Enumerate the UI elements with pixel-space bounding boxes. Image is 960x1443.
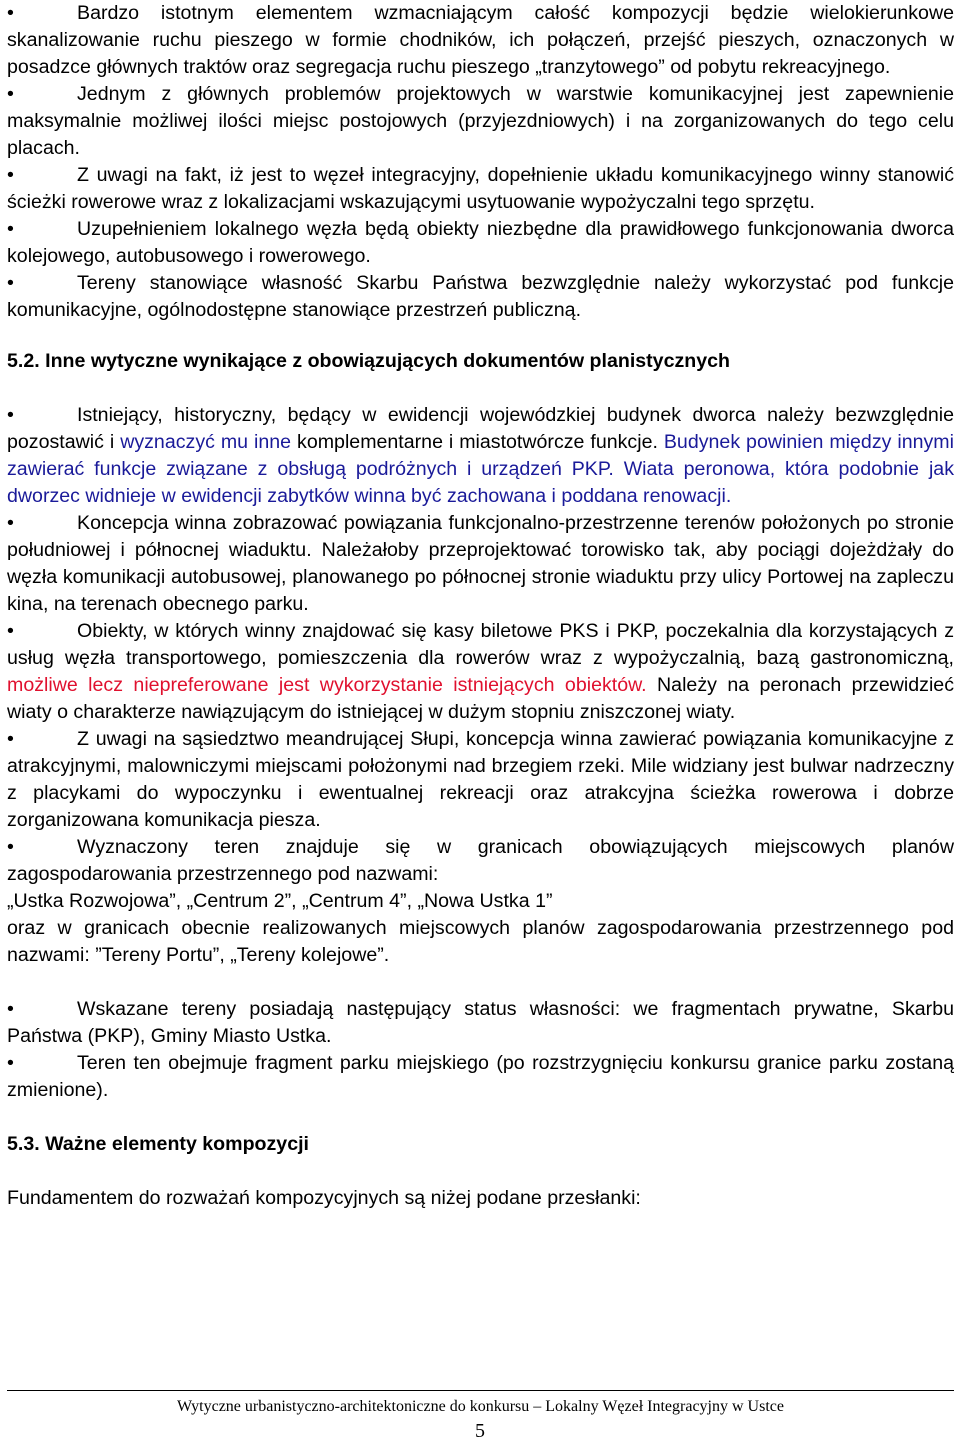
paragraph-text: Istniejący, historyczny, będący w ewidencji wojewódzkiej budynek dworca należy bezwzględnie pozostawić i	[7, 404, 954, 453]
bullet-icon: •	[7, 164, 14, 186]
paragraph-text: Uzupełnieniem lokalnego węzła będą obiekty niezbędne dla prawidłowego funkcjonowania dworca kolejowego, autobusowego i rowerowego.	[7, 218, 954, 267]
highlight-blue-text: wyznaczyć mu inne	[120, 431, 292, 453]
paragraph-parking	[7, 81, 954, 162]
paragraph-text: Z uwagi na sąsiedztwo meandrującej Słupi, koncepcja winna zawierać powiązania komunikacyjne z atrakcyjnymi, malowniczymi miejscami położonymi nad brzegiem rzeki. Mile widziany jest bulwar nadrzeczny z placykami do wypoczynku i ewentualnej rekreacji oraz atrakcyjna ścieżka rowerowa i dobrze zorganizowana komunikacja piesza.	[7, 728, 954, 831]
paragraph-text: Teren ten obejmuje fragment parku miejskiego (po rozstrzygnięciu konkursu granice parku zostaną zmienione).	[7, 1052, 954, 1101]
paragraph-text: Jednym z głównych problemów projektowych w warstwie komunikacyjnej jest zapewnienie maksymalnie możliwej ilości miejsc postojowych (przyjezdniowych) i na zorganizowanych do tego celu placach.	[7, 83, 954, 159]
paragraph-pedestrian	[7, 0, 954, 81]
paragraph-plans	[7, 834, 954, 888]
page-number: 5	[475, 1420, 485, 1442]
paragraph-concept	[7, 510, 954, 618]
paragraph-text: Obiekty, w których winny znajdować się kasy biletowe PKS i PKP, poczekalnia dla korzystających z usług węzła transportowego, pomieszczenia dla rowerów wraz z wypożyczalnią, bazą gastronomiczną,	[7, 620, 954, 669]
paragraph-text: Koncepcja winna zobrazować powiązania funkcjonalno-przestrzenne terenów położonych po stronie południowej i północnej wiaduktu. Należałoby przeprojektować torowisko tak, aby pociągi dojeżdżały do węzła komunikacji autobusowej, planowanego po północnej stronie wiaduktu przy ulicy Portowej na zapleczu kina, na terenach obecnego parku.	[7, 512, 954, 615]
paragraph-text: Tereny stanowiące własność Skarbu Państwa bezwzględnie należy wykorzystać pod funkcje komunikacyjne, ogólnodostępne stanowiące przestrzeń publiczną.	[7, 272, 954, 321]
bullet-icon: •	[7, 218, 14, 240]
section-heading-5-3: 5.3. Ważne elementy kompozycji	[7, 1133, 309, 1155]
highlight-blue-text: Budynek powinien między innymi zawierać funkcje związane z obsługą podróżnych i urządzeń PKP. Wiata peronowa, która podobnie jak dworzec widnieje w ewidencji zabytków winna być zachowana i poddana renowacji.	[7, 431, 954, 507]
paragraph-text: Należy na peronach przewidzieć wiaty o charakterze nawiązującym do istniejącej w dużym stopniu zniszczonej wiaty.	[7, 674, 954, 723]
document-page	[7, 0, 954, 1212]
bullet-icon: •	[7, 272, 14, 294]
bullet-icon: •	[7, 1052, 14, 1074]
paragraph-text: komplementarne i miastotwórcze funkcje.	[291, 431, 664, 453]
paragraph-text: Bardzo istotnym elementem wzmacniającym całość kompozycji będzie wielokierunkowe skanalizowanie ruchu pieszego w formie chodników, ich połączeń, przejść pieszych, oznaczonych w posadzce głównych traktów oraz segregacja ruchu pieszego „tranzytowego” od pobytu rekreacyjnego.	[7, 2, 954, 78]
paragraph-text: Wskazane tereny posiadają następujący status własności: we fragmentach prywatne, Skarbu Państwa (PKP), Gminy Miasto Ustka.	[7, 998, 954, 1047]
footer-text: Wytyczne urbanistyczno-architektoniczne do konkursu – Lokalny Węzeł Integracyjny w Ustce	[177, 1398, 784, 1415]
paragraph-text: Wyznaczony teren znajduje się w granicach obowiązujących miejscowych planów zagospodarowania przestrzennego pod nazwami:	[7, 836, 954, 885]
paragraph-supplement	[7, 216, 954, 270]
bullet-icon: •	[7, 836, 14, 858]
paragraph-text: Z uwagi na fakt, iż jest to węzeł integracyjny, dopełnienie układu komunikacyjnego winny stanowić ścieżki rowerowe wraz z lokalizacjami wskazującymi usytuowanie wypożyczalni tego sprzętu.	[7, 164, 954, 213]
page-footer	[7, 1390, 954, 1416]
paragraph-park	[7, 1050, 954, 1104]
bullet-icon: •	[7, 620, 14, 642]
paragraph-objects	[7, 618, 954, 726]
highlight-red-text: możliwe lecz niepreferowane jest wykorzystanie istniejących obiektów.	[7, 674, 647, 696]
bullet-icon: •	[7, 83, 14, 105]
paragraph-closing: Fundamentem do rozważań kompozycyjnych są niżej podane przesłanki:	[7, 1187, 641, 1209]
paragraph-river	[7, 726, 954, 834]
bullet-icon: •	[7, 728, 14, 750]
paragraph-bikes	[7, 162, 954, 216]
plan-names: „Ustka Rozwojowa”, „Centrum 2”, „Centrum 4”, „Nowa Ustka 1”	[7, 890, 553, 912]
bullet-icon: •	[7, 512, 14, 534]
paragraph-state-land	[7, 270, 954, 324]
bullet-icon: •	[7, 2, 14, 24]
paragraph-ownership	[7, 996, 954, 1050]
bullet-icon: •	[7, 998, 14, 1020]
section-heading-5-2: 5.2. Inne wytyczne wynikające z obowiązujących dokumentów planistycznych	[7, 350, 731, 372]
paragraph-plans-continued: oraz w granicach obecnie realizowanych miejscowych planów zagospodarowania przestrzennego pod nazwami: ”Tereny Portu”, „Tereny kolejowe”.	[7, 917, 954, 966]
bullet-icon: •	[7, 404, 14, 426]
paragraph-station-building	[7, 402, 954, 510]
